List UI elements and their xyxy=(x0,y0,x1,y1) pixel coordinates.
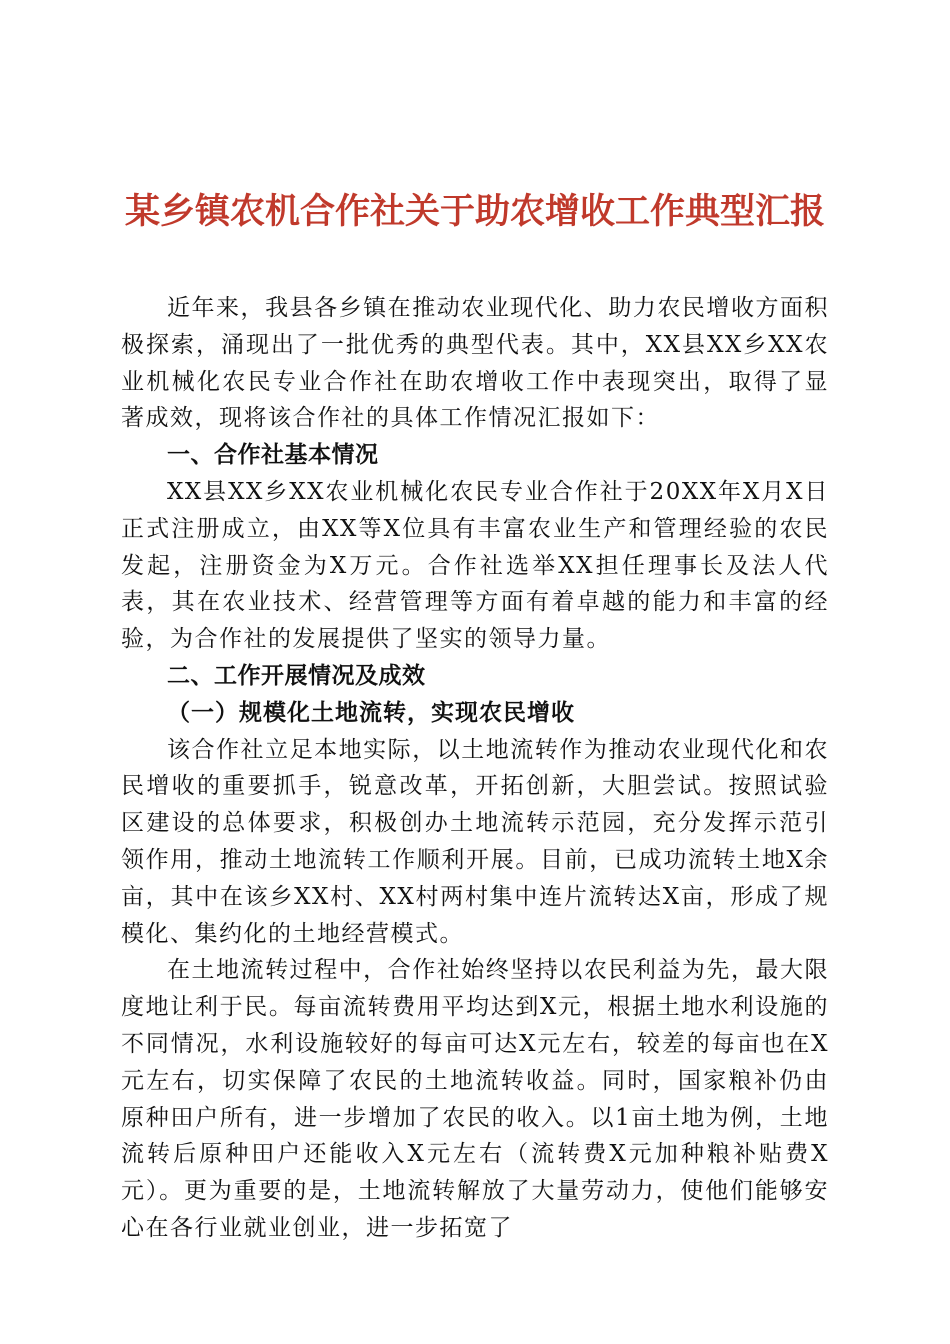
intro-paragraph: 近年来，我县各乡镇在推动农业现代化、助力农民增收方面积极探索，涌现出了一批优秀的典型代表。其中，XX县XX乡XX农业机械化农民专业合作社在助农增收工作中表现突出，取得了显著成效，现将该合作社的具体工作情况汇报如下： xyxy=(121,295,829,432)
section-1-paragraph: XX县XX乡XX农业机械化农民专业合作社于20XX年X月X日正式注册成立，由XX等X位具有丰富农业生产和管理经验的农民发起，注册资金为X万元。合作社选举XX担任理事长及法人代表，其在农业技术、经营管理等方面有着卓越的能力和丰富的经验，为合作社的发展提供了坚实的领导力量。 xyxy=(121,478,829,653)
document-body xyxy=(121,290,829,1247)
section-1-heading: 一、合作社基本情况 xyxy=(167,442,379,469)
section-2-subheading-1: （一）规模化土地流转，实现农民增收 xyxy=(167,698,575,726)
document-title: 某乡镇农机合作社关于助农增收工作典型汇报 xyxy=(124,191,825,232)
section-2-paragraph-2: 在土地流转过程中，合作社始终坚持以农民利益为先，最大限度地让利于民。每亩流转费用平均达到X元，根据土地水利设施的不同情况，水利设施较好的每亩可达X元左右，较差的每亩也在X元左右，切实保障了农民的土地流转收益。同时，国家粮补仍由原种田户所有，进一步增加了农民的收入。以1亩土地为例，土地流转后原种田户还能收入X元左右（流转费X元加种粮补贴费X元）。更为重要的是，土地流转解放了大量劳动力，使他们能够安心在各行业就业创业，进一步拓宽了 xyxy=(121,957,829,1241)
section-2-paragraph-1: 该合作社立足本地实际，以土地流转作为推动农业现代化和农民增收的重要抓手，锐意改革，开拓创新，大胆尝试。按照试验区建设的总体要求，积极创办土地流转示范园，充分发挥示范引领作用，推动土地流转工作顺利开展。目前，已成功流转土地X余亩，其中在该乡XX村、XX村两村集中连片流转达X亩，形成了规模化、集约化的土地经营模式。 xyxy=(121,736,829,947)
section-2-heading: 二、工作开展情况及成效 xyxy=(167,662,426,689)
